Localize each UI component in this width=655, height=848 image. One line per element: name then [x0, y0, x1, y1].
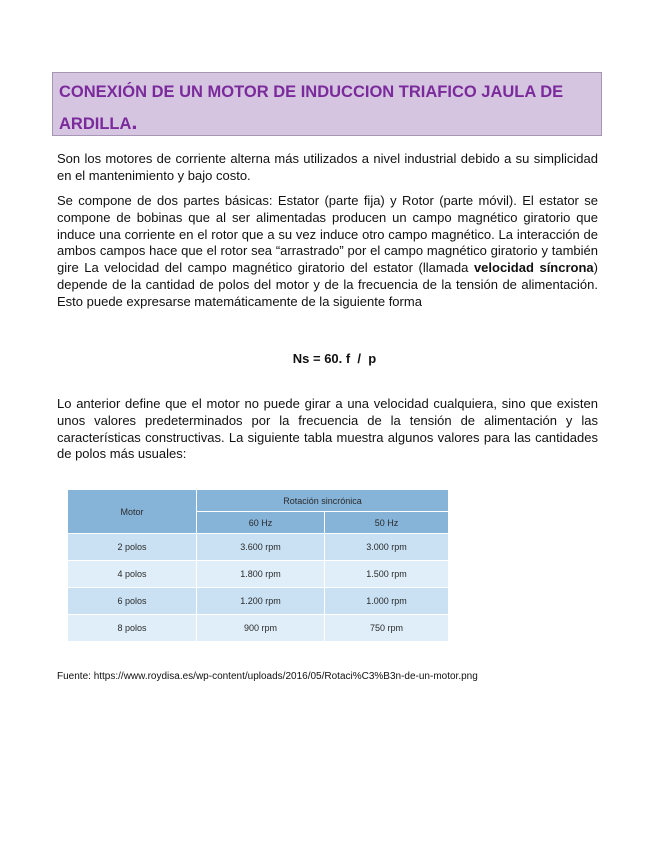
- formula: [0, 351, 655, 366]
- title-box: [52, 72, 602, 136]
- cell-motor: 6 polos: [68, 588, 197, 615]
- cell-motor: 4 polos: [68, 561, 197, 588]
- rotation-table: [67, 489, 449, 642]
- table-row: [68, 588, 449, 615]
- cell-50hz: 1.000 rpm: [325, 588, 449, 615]
- description-text-b: ) depende de la cantidad de polos del motor y de la frecuencia de la tensión de alimentación. Esto puede expresarse matemáticamente de la siguiente forma: [57, 260, 598, 309]
- header-60hz: 60 Hz: [197, 512, 325, 534]
- synchronous-speed-term: velocidad síncrona: [473, 260, 594, 276]
- header-50hz: 50 Hz: [325, 512, 449, 534]
- cell-60hz: 3.600 rpm: [197, 534, 325, 561]
- header-motor: Motor: [68, 490, 197, 534]
- header-synchronous-rotation: Rotación sincrónica: [197, 490, 449, 512]
- cell-50hz: 3.000 rpm: [325, 534, 449, 561]
- description-text-a: Se compone de dos partes básicas: Estator (parte fija) y Rotor (parte móvil). El estator se compone de bobinas que al ser alimentadas producen un campo magnético giratorio que induce una corriente en el rotor que a su vez induce otro campo magnético. La interacción de ambos campos hace que el rotor sea “arrastrado” por el campo magnético giratorio y también gire La velocidad del campo magnético giratorio del estator (llamada: [57, 193, 598, 276]
- table-intro-paragraph: Lo anterior define que el motor no puede girar a una velocidad cualquiera, sino que existen unos valores predeterminados por la frecuencia de la tensión de alimentación y las características constructivas. La siguiente tabla muestra algunos valores para las cantidades de polos más usuales:: [57, 396, 598, 462]
- cell-60hz: 1.200 rpm: [197, 588, 325, 615]
- table-row: [68, 615, 449, 642]
- title-punct: .: [131, 109, 138, 134]
- cell-60hz: 900 rpm: [197, 615, 325, 642]
- formula-text: Ns = 60. f / p: [292, 351, 377, 366]
- intro-paragraph: Son los motores de corriente alterna más utilizados a nivel industrial debido a su simplicidad en el mantenimiento y bajo costo.: [57, 151, 598, 183]
- source-citation: Fuente: https://www.roydisa.es/wp-content/uploads/2016/05/Rotaci%C3%B3n-de-un-motor.png: [57, 671, 478, 682]
- cell-60hz: 1.800 rpm: [197, 561, 325, 588]
- cell-motor: 8 polos: [68, 615, 197, 642]
- description-paragraph: [57, 193, 598, 311]
- table-row: [68, 534, 449, 561]
- title-line-1: CONEXIÓN DE UN MOTOR DE INDUCCION TRIAFICO JAULA DE: [59, 83, 564, 101]
- cell-50hz: 1.500 rpm: [325, 561, 449, 588]
- title-line-2: [59, 107, 595, 139]
- table-row: [68, 561, 449, 588]
- title-line-2-text: ARDILLA: [59, 115, 132, 133]
- cell-motor: 2 polos: [68, 534, 197, 561]
- cell-50hz: 750 rpm: [325, 615, 449, 642]
